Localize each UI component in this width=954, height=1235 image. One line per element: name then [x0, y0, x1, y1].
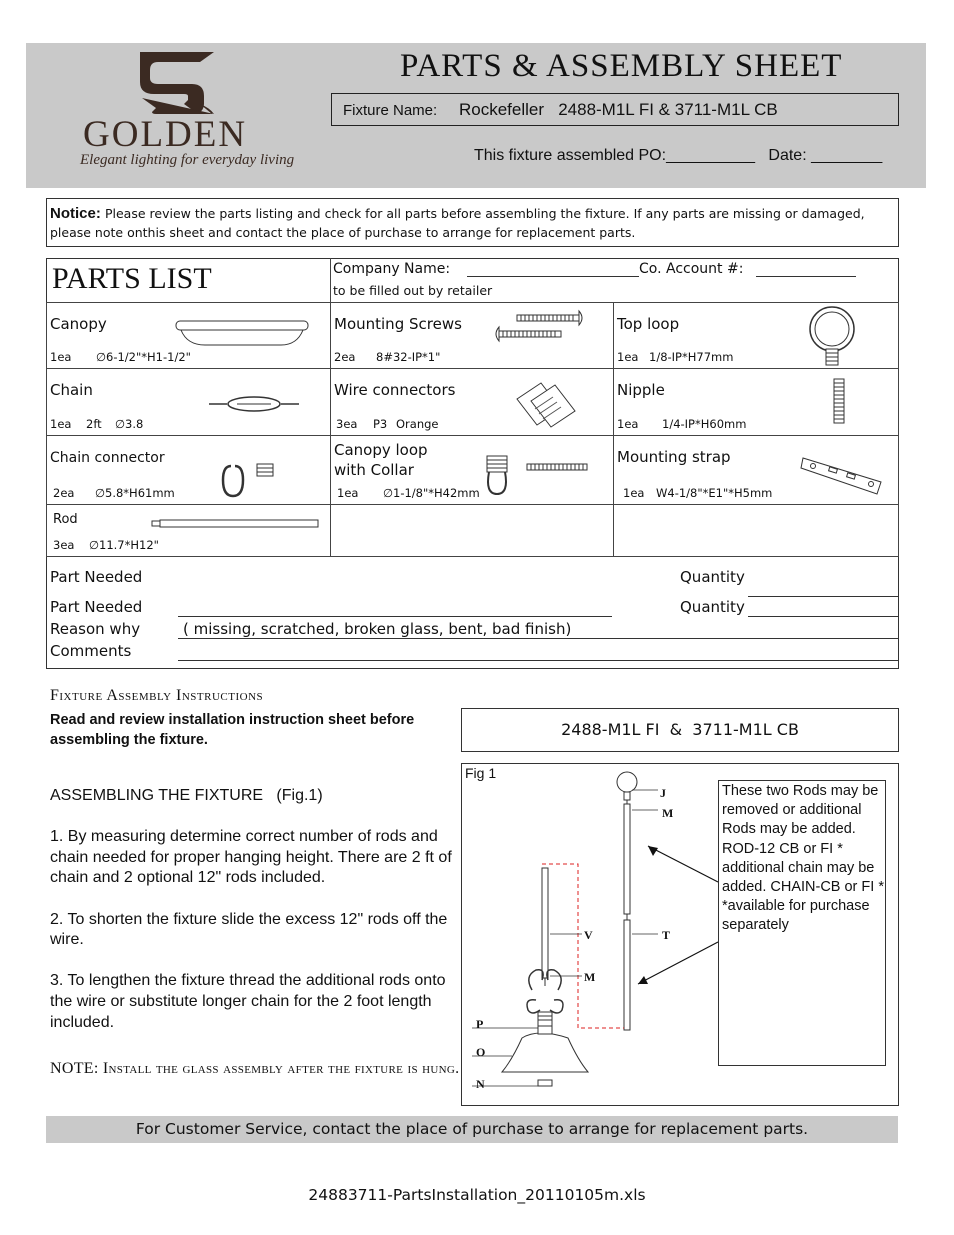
part-cell-rod: Rod 3ea ∅11.7*H12": [46, 504, 331, 557]
assembly-intro: Read and review installation instruction sheet before assembling the fixture.: [50, 712, 415, 748]
notice-label: Notice:: [50, 205, 101, 222]
callout-t: T: [662, 928, 671, 942]
quantity-field[interactable]: [748, 616, 898, 617]
part-cell-mounting-strap: Mounting strap 1ea W4-1/8"*E1"*H5mm: [613, 435, 899, 505]
part-needed-label: Part Needed: [50, 568, 143, 586]
glass-note: NOTE: Install the glass assembly after the fixture is hung.: [50, 1060, 460, 1077]
reason-label: Reason why: [50, 620, 141, 638]
company-name-label: Company Name:: [333, 261, 451, 277]
assembly-heading: Fixture Assembly Instructions: [50, 687, 264, 704]
parts-list-title: PARTS LIST: [52, 262, 212, 295]
callout-v: V: [584, 928, 593, 942]
figure-label: Fig 1: [465, 765, 497, 781]
top-loop-icon: [806, 305, 858, 369]
chain-connector-icon: [219, 460, 279, 500]
callout-j: J: [660, 786, 666, 800]
customer-service-bar: [46, 1116, 898, 1143]
screws-icon: [491, 309, 587, 345]
rod-note-text: These two Rods may be removed or additional Rods may be added. ROD-12 CB or FI * additional chain may be added. CHAIN-CB or FI * *available for purchase separately: [722, 783, 884, 934]
mounting-strap-icon: [799, 452, 885, 498]
canopy-icon: [175, 319, 310, 349]
comments-label: Comments: [50, 642, 132, 660]
assembly-steps: [50, 786, 462, 1054]
rod-icon: [151, 519, 321, 529]
part-cell-chain-connector: Chain connector 2ea ∅5.8*H61mm: [46, 435, 331, 505]
notice-text: Please review the parts listing and check for all parts before assembling the fixture. If any parts are missing or damaged, please note onthis sheet and contact the place of purchase to arrange for replacement parts.: [50, 206, 865, 240]
part-cell-nipple: Nipple 1ea 1/4-IP*H60mm: [613, 368, 899, 436]
callout-m-2: M: [584, 970, 596, 984]
logo-text: GOLDEN: [83, 114, 248, 155]
nipple-icon: [832, 377, 846, 425]
part-cell-wire-connectors: Wire connectors 3ea P3 Orange: [330, 368, 614, 436]
canopy-loop-icon: [483, 454, 593, 498]
part-needed-field[interactable]: [748, 596, 898, 597]
customer-service-text: For Customer Service, contact the place of purchase to arrange for replacement parts.: [135, 1120, 809, 1138]
part-cell-mounting-screws: Mounting Screws 2ea 8#32-IP*1": [330, 302, 614, 369]
callout-p: P: [476, 1017, 484, 1031]
quantity-label: Quantity: [680, 568, 745, 586]
chain-icon: [207, 395, 301, 413]
assembly-step: 1. By measuring determine correct number of rods and chain needed for proper hanging height. There are 2 ft of chain and 2 optional 12" rods included.: [50, 828, 452, 887]
part-cell-canopy-loop: Canopy loop with Collar 1ea ∅1-1/8"*H42mm: [330, 435, 614, 505]
po-date-line: This fixture assembled PO:__________ Date: ________: [474, 147, 883, 164]
part-cell-top-loop: Top loop 1ea 1/8-IP*H77mm: [613, 302, 899, 369]
golden-logo: [80, 48, 295, 178]
quantity-label-2: Quantity: [680, 598, 745, 616]
comments-field[interactable]: [178, 660, 898, 661]
part-cell-canopy: Canopy 1ea ∅6-1/2"*H1-1/2": [46, 302, 331, 369]
notice-box: [46, 198, 899, 247]
empty-part-cell: [613, 504, 899, 557]
empty-part-cell: [330, 504, 614, 557]
assembly-section-title: ASSEMBLING THE FIXTURE (Fig.1): [50, 787, 323, 804]
wire-connector-icon: [515, 379, 581, 429]
file-name: 24883711-PartsInstallation_20110105m.xls: [308, 1186, 646, 1204]
callout-m: M: [662, 806, 674, 820]
assembly-step: 3. To lengthen the fixture thread the additional rods onto the wire or substitute longer chain for the 2 foot length included.: [50, 972, 446, 1031]
page-title: PARTS & ASSEMBLY SHEET: [400, 48, 843, 84]
account-label: Co. Account #:: [639, 261, 744, 277]
part-needed-label-2: Part Needed: [50, 598, 143, 616]
part-cell-chain: Chain 1ea 2ft ∅3.8: [46, 368, 331, 436]
part-needed-field-2[interactable]: [178, 616, 612, 617]
retailer-note: to be filled out by retailer: [333, 283, 493, 298]
callout-o: O: [476, 1045, 486, 1059]
reason-options: ( missing, scratched, broken glass, bent, bad finish): [183, 620, 572, 638]
assembly-step: 2. To shorten the fixture slide the excess 12" rods off the wire.: [50, 910, 448, 949]
reason-field[interactable]: [178, 638, 898, 639]
model-box: [461, 708, 899, 752]
callout-n: N: [476, 1077, 485, 1091]
model-text: 2488-M1L FI & 3711-M1L CB: [561, 720, 799, 739]
fixture-name-box: [331, 93, 899, 126]
fixture-label: Fixture Name:: [343, 102, 438, 119]
fixture-value: Rockefeller 2488-M1L FI & 3711-M1L CB: [459, 100, 778, 119]
logo-tagline: Elegant lighting for everyday living: [80, 152, 295, 168]
rod-note-box: [718, 780, 886, 1066]
